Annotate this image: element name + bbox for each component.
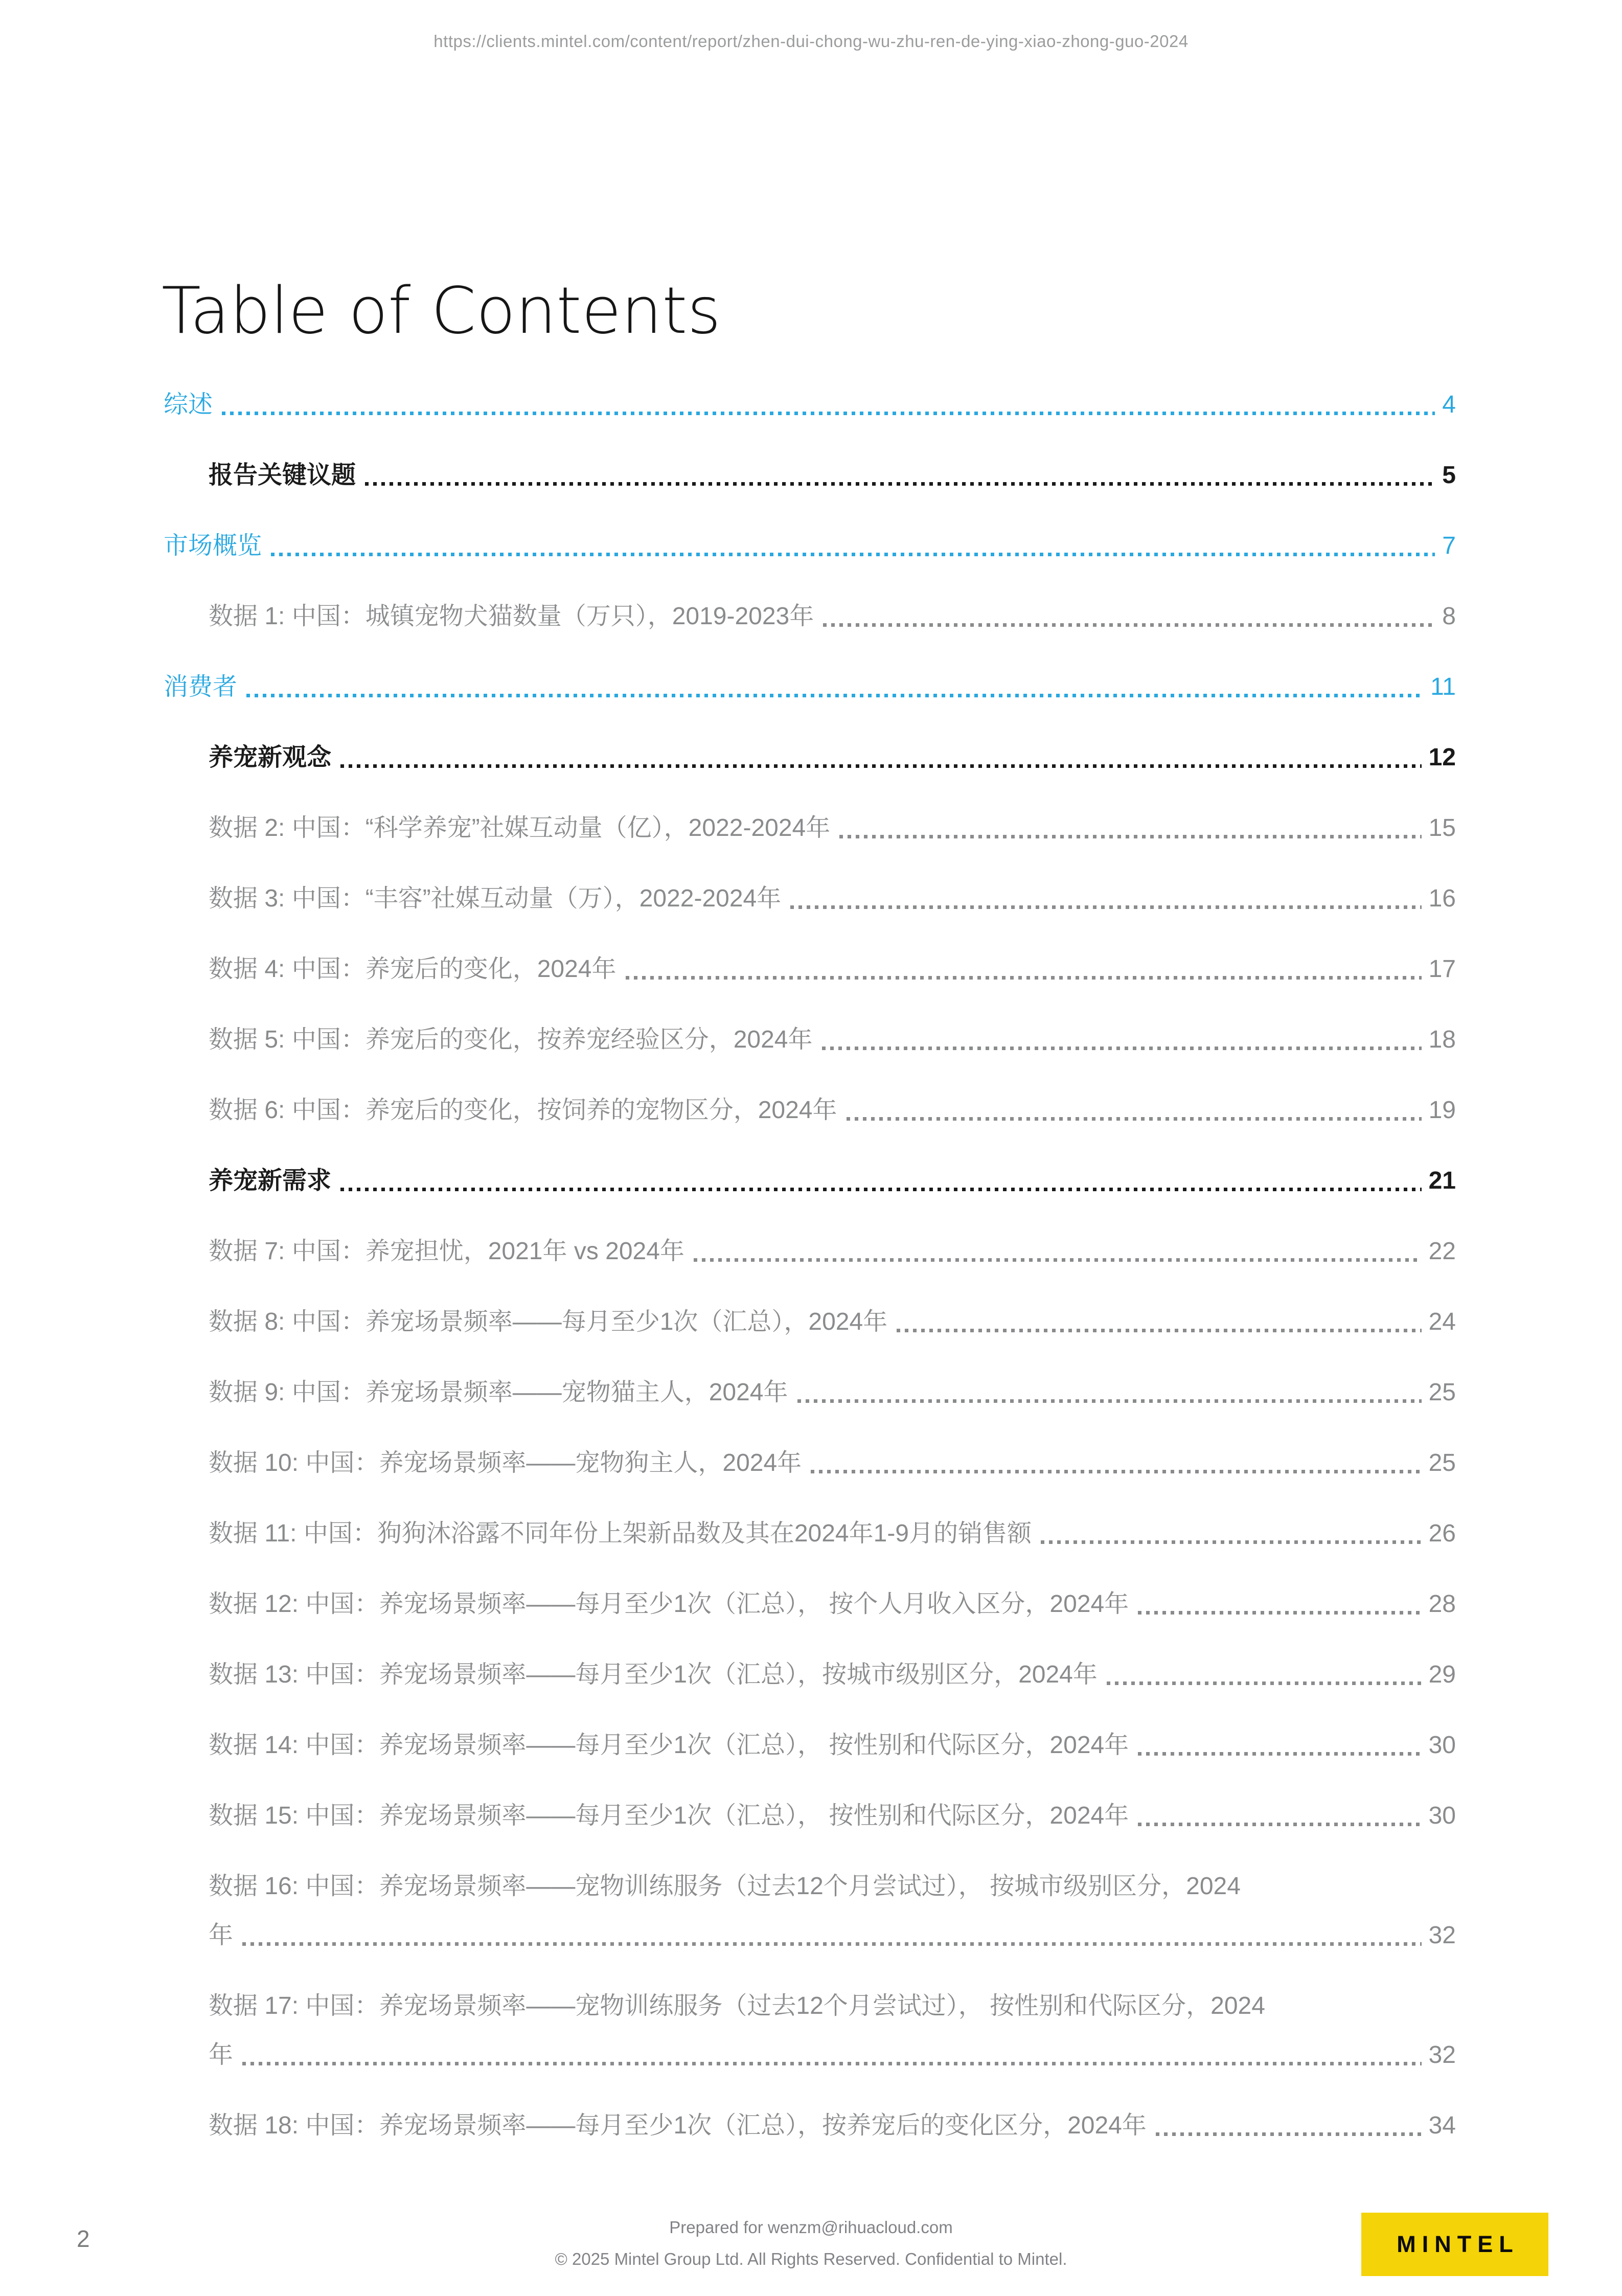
toc-entry-label: 数据 9: 中国：养宠场景频率——宠物猫主人，2024年	[209, 1379, 788, 1406]
toc-entry-label: 数据 14: 中国：养宠场景频率——每月至少1次（汇总）， 按性别和代际区分，2024年	[209, 1732, 1129, 1759]
toc-entry-5[interactable]	[164, 663, 1456, 712]
toc-page-number: 7	[1442, 532, 1456, 560]
toc-entry-continuation-line	[209, 1911, 1456, 1960]
toc-entry-14[interactable]	[164, 1298, 1456, 1347]
toc-entry-line	[209, 1086, 1456, 1135]
toc-entry-18[interactable]	[164, 1580, 1456, 1629]
toc-entry-line	[209, 592, 1456, 641]
toc-page-number: 24	[1428, 1308, 1456, 1336]
toc-page-number: 32	[1428, 2041, 1456, 2069]
toc-entry-line	[209, 1015, 1456, 1064]
toc-entry-13[interactable]	[164, 1227, 1456, 1276]
toc-entry-3[interactable]	[164, 521, 1456, 571]
toc-page-number: 21	[1428, 1167, 1456, 1195]
toc-entry-line	[209, 1156, 1456, 1206]
toc-entry-line	[164, 663, 1456, 712]
dotted-leader	[1138, 1611, 1421, 1615]
dotted-leader	[340, 1188, 1422, 1191]
dotted-leader	[822, 1047, 1422, 1050]
toc-page-number: 17	[1428, 956, 1456, 983]
toc-entry-line	[209, 451, 1456, 500]
dotted-leader	[839, 835, 1421, 838]
toc-entry-6[interactable]	[164, 733, 1456, 782]
toc-entry-label: 数据 12: 中国：养宠场景频率——每月至少1次（汇总）， 按个人月收入区分，2024年	[209, 1590, 1129, 1618]
footer-page-number: 2	[77, 2225, 90, 2252]
toc-page-number: 5	[1442, 462, 1456, 489]
toc-entry-24[interactable]	[164, 2101, 1456, 2150]
toc-page-number: 12	[1428, 744, 1456, 771]
toc-entry-15[interactable]	[164, 1368, 1456, 1417]
dotted-leader	[1138, 1823, 1421, 1826]
toc-entry-line	[209, 1862, 1456, 1911]
toc-entry-19[interactable]	[164, 1650, 1456, 1699]
dotted-leader	[242, 2062, 1422, 2065]
page-title: Table of Contents	[162, 273, 721, 348]
dotted-leader	[1138, 1752, 1421, 1756]
dotted-leader	[1107, 1681, 1422, 1685]
toc-entry-label-continued: 年	[209, 1922, 234, 1949]
dotted-leader	[340, 764, 1422, 768]
toc-entry-22[interactable]	[164, 1862, 1456, 1960]
toc-page-number: 25	[1428, 1449, 1456, 1477]
toc-entry-label: 数据 5: 中国：养宠后的变化，按养宠经验区分，2024年	[209, 1026, 813, 1054]
toc-entry-line	[209, 874, 1456, 923]
browser-url-text: https://clients.mintel.com/content/report/zhen-dui-chong-wu-zhu-ren-de-ying-xiao-zhong-guo-2024	[433, 32, 1189, 51]
footer-copyright: © 2025 Mintel Group Ltd. All Rights Reserved. Confidential to Mintel.	[555, 2249, 1067, 2268]
dotted-leader	[626, 976, 1422, 980]
toc-page-number: 19	[1428, 1097, 1456, 1124]
toc-page-number: 11	[1430, 673, 1456, 701]
toc-entry-label: 报告关键议题	[209, 462, 356, 489]
toc-page-number: 16	[1428, 885, 1456, 913]
mintel-logo	[1361, 2213, 1548, 2276]
toc-entry-2[interactable]	[164, 451, 1456, 500]
toc-entry-4[interactable]	[164, 592, 1456, 641]
dotted-leader	[242, 1942, 1422, 1946]
toc-entry-line	[209, 1227, 1456, 1276]
toc-entry-label: 养宠新观念	[209, 744, 332, 771]
toc-page-number: 32	[1428, 1922, 1456, 1949]
toc-entry-continuation-line	[209, 2031, 1456, 2080]
toc-entry-11[interactable]	[164, 1086, 1456, 1135]
dotted-leader	[365, 482, 1435, 486]
toc-page	[162, 273, 1456, 2172]
dotted-leader	[222, 412, 1435, 415]
toc-entry-line	[164, 521, 1456, 571]
toc-entry-line	[209, 1982, 1456, 2031]
toc-page-number: 15	[1428, 814, 1456, 842]
toc-entry-line	[209, 733, 1456, 782]
toc-entry-9[interactable]	[164, 945, 1456, 994]
dotted-leader	[1041, 1540, 1422, 1544]
toc-entry-label: 数据 6: 中国：养宠后的变化，按饲养的宠物区分，2024年	[209, 1097, 837, 1124]
toc-page-number: 29	[1428, 1661, 1456, 1689]
toc-entry-label: 数据 1: 中国：城镇宠物犬猫数量（万只），2019-2023年	[209, 603, 814, 630]
toc-entry-1[interactable]	[164, 380, 1456, 429]
toc-page-number: 34	[1428, 2112, 1456, 2140]
dotted-leader	[847, 1117, 1422, 1121]
toc-entry-label: 数据 2: 中国：“科学养宠”社媒互动量（亿），2022-2024年	[209, 814, 831, 842]
toc-page-number: 30	[1428, 1802, 1456, 1830]
toc-entry-16[interactable]	[164, 1439, 1456, 1488]
toc-entry-line	[209, 1580, 1456, 1629]
toc-entry-23[interactable]	[164, 1982, 1456, 2080]
toc-page-number: 28	[1428, 1590, 1456, 1618]
toc-entry-line	[209, 1298, 1456, 1347]
toc-entry-7[interactable]	[164, 804, 1456, 853]
toc-page-number: 25	[1428, 1379, 1456, 1406]
toc-entry-label: 数据 17: 中国：养宠场景频率——宠物训练服务（过去12个月尝试过）， 按性别和代际区分，2024	[209, 1992, 1265, 2020]
toc-entry-line	[209, 804, 1456, 853]
toc-page-number: 18	[1428, 1026, 1456, 1054]
toc-entry-line	[164, 380, 1456, 429]
toc-entry-label: 消费者	[164, 673, 238, 701]
toc-page-number: 30	[1428, 1732, 1456, 1759]
dotted-leader	[1156, 2132, 1422, 2136]
toc-entry-21[interactable]	[164, 1791, 1456, 1840]
toc-page-number: 8	[1442, 603, 1456, 630]
toc-entry-label: 数据 13: 中国：养宠场景频率——每月至少1次（汇总），按城市级别区分，2024年	[209, 1661, 1098, 1689]
toc-entry-line	[209, 1791, 1456, 1840]
dotted-leader	[797, 1399, 1422, 1403]
footer-prepared-for: Prepared for wenzm@rihuacloud.com	[669, 2218, 953, 2237]
toc-entry-label: 综述	[164, 391, 213, 419]
toc-entry-label: 数据 8: 中国：养宠场景频率——每月至少1次（汇总），2024年	[209, 1308, 888, 1336]
toc-entry-label: 数据 7: 中国：养宠担忧，2021年 vs 2024年	[209, 1238, 684, 1265]
toc-entry-label-continued: 年	[209, 2041, 234, 2069]
dotted-leader	[897, 1329, 1421, 1332]
toc-entry-line	[209, 1439, 1456, 1488]
toc-entry-10[interactable]	[164, 1015, 1456, 1064]
dotted-leader	[790, 905, 1421, 909]
toc-page-number: 22	[1428, 1238, 1456, 1265]
toc-entry-label: 数据 3: 中国：“丰容”社媒互动量（万），2022-2024年	[209, 885, 782, 913]
toc-list	[164, 380, 1456, 2150]
toc-entry-line	[209, 1650, 1456, 1699]
toc-entry-line	[209, 1509, 1456, 1558]
toc-entry-label: 数据 4: 中国：养宠后的变化，2024年	[209, 956, 616, 983]
toc-entry-line	[209, 2101, 1456, 2150]
dotted-leader	[823, 623, 1435, 627]
dotted-leader	[694, 1258, 1422, 1262]
toc-page-number: 26	[1428, 1520, 1456, 1548]
toc-entry-12[interactable]	[164, 1156, 1456, 1206]
toc-entry-label: 养宠新需求	[209, 1167, 332, 1195]
toc-entry-label: 数据 11: 中国：狗狗沐浴露不同年份上架新品数及其在2024年1-9月的销售额	[209, 1520, 1032, 1548]
mintel-logo-text: MINTEL	[1397, 2231, 1519, 2257]
toc-page-number: 4	[1442, 391, 1456, 419]
toc-entry-label: 数据 18: 中国：养宠场景频率——每月至少1次（汇总），按养宠后的变化区分，2024年	[209, 2112, 1147, 2140]
toc-entry-17[interactable]	[164, 1509, 1456, 1558]
dotted-leader	[271, 553, 1435, 556]
toc-entry-label: 市场概览	[164, 532, 262, 560]
toc-entry-line	[209, 1368, 1456, 1417]
dotted-leader	[246, 694, 1423, 697]
dotted-leader	[811, 1470, 1421, 1473]
toc-entry-label: 数据 15: 中国：养宠场景频率——每月至少1次（汇总）， 按性别和代际区分，2024年	[209, 1802, 1129, 1830]
toc-entry-line	[209, 945, 1456, 994]
toc-entry-20[interactable]	[164, 1721, 1456, 1770]
toc-entry-label: 数据 10: 中国：养宠场景频率——宠物狗主人，2024年	[209, 1449, 802, 1477]
toc-entry-label: 数据 16: 中国：养宠场景频率——宠物训练服务（过去12个月尝试过）， 按城市级别区分，2024	[209, 1873, 1241, 1900]
toc-entry-8[interactable]	[164, 874, 1456, 923]
toc-entry-line	[209, 1721, 1456, 1770]
